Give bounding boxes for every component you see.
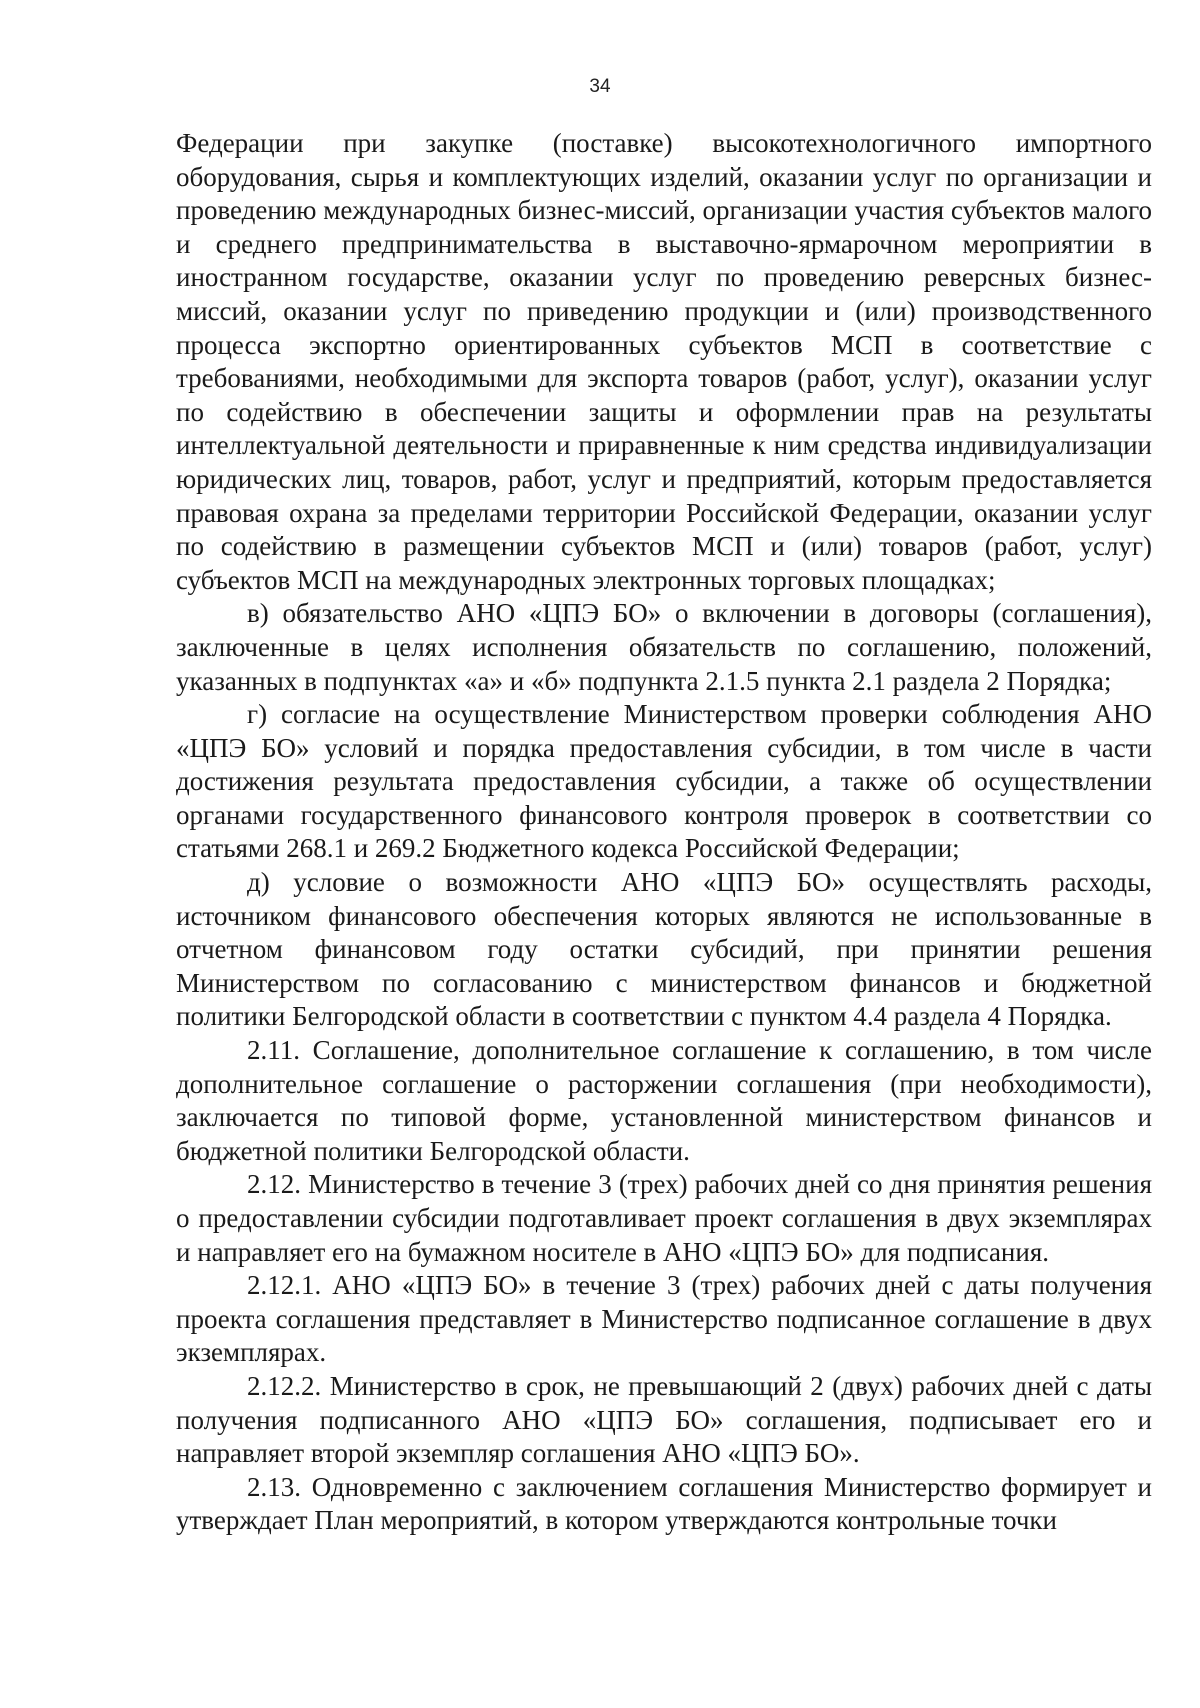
paragraph-item-d: д) условие о возможности АНО «ЦПЭ БО» осуществлять расходы, источником финансового обеспечения которых являются не использованные в отчетном финансовом году остатки субсидий, при принятии решения Министерством по согласованию с министерством финансов и бюджетной политики Белгородской области в соответствии с пунктом 4.4 раздела 4 Порядка. — [176, 867, 1152, 1032]
paragraph-2-12-1: 2.12.1. АНО «ЦПЭ БО» в течение 3 (трех) рабочих дней с даты получения проекта соглашения представляет в Министерство подписанное соглашение в двух экземплярах. — [176, 1270, 1152, 1368]
paragraph-2-12: 2.12. Министерство в течение 3 (трех) рабочих дней со дня принятия решения о предоставлении субсидии подготавливает проект соглашения в двух экземплярах и направляет его на бумажном носителе в АНО «ЦПЭ БО» для подписания. — [176, 1169, 1152, 1267]
page-number: 34 — [589, 76, 611, 97]
paragraph-2-13: 2.13. Одновременно с заключением соглашения Министерство формирует и утверждает План мероприятий, в котором утверждаются контрольные точки — [176, 1471, 1152, 1536]
paragraph-2-11: 2.11. Соглашение, дополнительное соглашение к соглашению, в том числе дополнительное соглашение о расторжении соглашения (при необходимости), заключается по типовой форме, установленной министерством финансов и бюджетной политики Белгородской области. — [176, 1035, 1152, 1166]
paragraph-continuation: Федерации при закупке (поставке) высокотехнологичного импортного оборудования, сырья и комплектующих изделий, оказании услуг по организации и проведению международных бизнес-миссий, организации участия субъектов малого и среднего предпринимательства в выставочно-ярмарочном мероприятии в иностранном государстве, оказании услуг по проведению реверсных бизнес-миссий, оказании услуг по приведению продукции и (или) производственного процесса экспортно ориентированных субъектов МСП в соответствие с требованиями, необходимыми для экспорта товаров (работ, услуг), оказании услуг по содействию в обеспечении защиты и оформлении прав на результаты интеллектуальной деятельности и приравненные к ним средства индивидуализации юридических лиц, товаров, работ, услуг и предприятий, которым предоставляется правовая охрана за пределами территории Российской Федерации, оказании услуг по содействию в размещении субъектов МСП и (или) товаров (работ, услуг) субъектов МСП на международных электронных торговых площадках; — [176, 128, 1152, 595]
paragraph-item-v: в) обязательство АНО «ЦПЭ БО» о включении в договоры (соглашения), заключенные в целях исполнения обязательств по соглашению, положений, указанных в подпунктах «а» и «б» подпункта 2.1.5 пункта 2.1 раздела 2 Порядка; — [176, 598, 1152, 696]
paragraph-2-12-2: 2.12.2. Министерство в срок, не превышающий 2 (двух) рабочих дней с даты получения подписанного АНО «ЦПЭ БО» соглашения, подписывает его и направляет второй экземпляр соглашения АНО «ЦПЭ БО». — [176, 1370, 1152, 1469]
document-body — [176, 127, 1152, 1538]
paragraph-item-g: г) согласие на осуществление Министерством проверки соблюдения АНО «ЦПЭ БО» условий и порядка предоставления субсидии, в том числе в части достижения результата предоставления субсидии, а также об осуществлении органами государственного финансового контроля проверок в соответствии со статьями 268.1 и 269.2 Бюджетного кодекса Российской Федерации; — [176, 699, 1152, 864]
